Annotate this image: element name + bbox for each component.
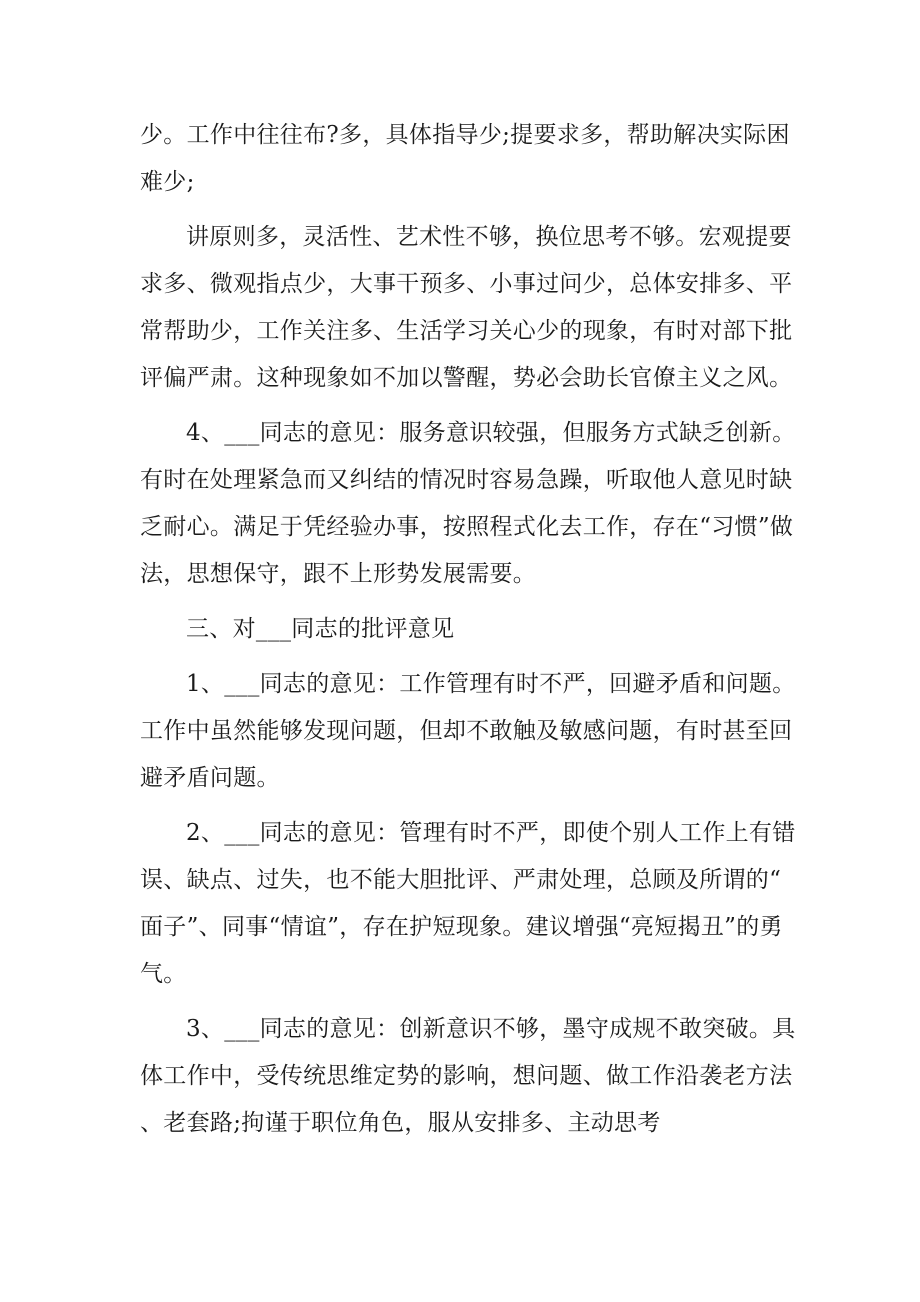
- document-page: [140, 112, 800, 1147]
- paragraph-opinion-3: 3、___同志的意见：创新意识不够，墨守成规不敢突破。具体工作中，受传统思维定势的影响，想问题、做工作沿袭老方法、老套路;拘谨于职位角色，服从安排多、主动思考: [140, 1016, 796, 1136]
- section-heading-3: 三、对___同志的批评意见: [186, 616, 455, 642]
- paragraph-principles: 讲原则多，灵活性、艺术性不够，换位思考不够。宏观提要求多、微观指点少，大事干预多、小事过问少，总体安排多、平常帮助少，工作关注多、生活学习关心少的现象，有时对部下批评偏严肃。这种现象如不加以警醒，势必会助长官僚主义之风。: [140, 224, 793, 391]
- paragraph-opinion-4: 4、___同志的意见：服务意识较强，但服务方式缺乏创新。有时在处理紧急而又纠结的情况时容易急躁，听取他人意见时缺乏耐心。满足于凭经验办事，按照程式化去工作，存在“习惯”做法，思想保守，跟不上形势发展需要。: [140, 420, 796, 587]
- paragraph-continuation: 少。工作中往往布?多，具体指导少;提要求多，帮助解决实际困难少;: [140, 122, 790, 195]
- paragraph-opinion-2: 2、___同志的意见：管理有时不严，即使个别人工作上有错误、缺点、过失，也不能大胆批评、严肃处理，总顾及所谓的“面子”、同事“情谊”，存在护短现象。建议增强“亮短揭丑”的勇气。: [140, 820, 796, 987]
- paragraph-opinion-1: 1、___同志的意见：工作管理有时不严，回避矛盾和问题。工作中虽然能够发现问题，但却不敢触及敏感问题，有时甚至回避矛盾问题。: [140, 671, 796, 791]
